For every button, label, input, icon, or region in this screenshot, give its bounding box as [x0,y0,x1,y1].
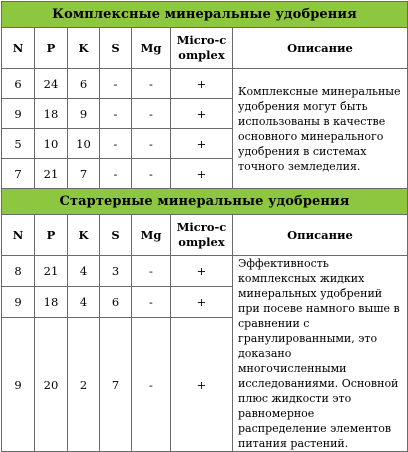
cell-k: 10 [68,129,100,159]
header-micro-complex-text: Micro-complex [176,33,227,62]
header-p: P [35,215,68,256]
cell-s: 3 [100,256,132,287]
cell-s: 7 [100,318,132,452]
cell-micro: + [171,159,233,189]
header-s: S [100,215,132,256]
cell-k: 9 [68,99,100,129]
cell-micro: + [171,256,233,287]
section-1-title: Комплексные минеральные удобрения [2,2,408,28]
cell-p: 21 [35,159,68,189]
cell-n: 7 [2,159,35,189]
cell-mg: - [132,256,171,287]
cell-n: 8 [2,256,35,287]
section-2-title-row [2,189,408,215]
cell-micro: + [171,318,233,452]
section-1-description: Комплексные минеральные удобрения могут быть использованы в качестве основного минерального удобрения в системах точного земледелия. [233,69,408,189]
header-n: N [2,28,35,69]
cell-s: - [100,99,132,129]
cell-s: 6 [100,287,132,318]
cell-p: 20 [35,318,68,452]
section-2-header-row [2,215,408,256]
cell-k: 4 [68,256,100,287]
cell-k: 4 [68,287,100,318]
cell-mg: - [132,129,171,159]
cell-n: 9 [2,318,35,452]
cell-p: 21 [35,256,68,287]
table-row [2,256,408,287]
cell-s: - [100,159,132,189]
header-mg: Mg [132,28,171,69]
cell-p: 18 [35,99,68,129]
cell-k: 6 [68,69,100,99]
cell-mg: - [132,159,171,189]
cell-n: 5 [2,129,35,159]
header-mg: Mg [132,215,171,256]
header-micro-complex-text: Micro-complex [176,220,227,249]
cell-k: 7 [68,159,100,189]
cell-n: 9 [2,287,35,318]
cell-p: 10 [35,129,68,159]
header-s: S [100,28,132,69]
cell-n: 9 [2,99,35,129]
header-micro-complex [171,215,233,256]
header-description: Описание [233,215,408,256]
cell-micro: + [171,129,233,159]
header-n: N [2,215,35,256]
header-p: P [35,28,68,69]
cell-p: 18 [35,287,68,318]
cell-micro: + [171,287,233,318]
header-k: K [68,215,100,256]
cell-k: 2 [68,318,100,452]
header-micro-complex [171,28,233,69]
cell-s: - [100,129,132,159]
cell-micro: + [171,99,233,129]
cell-n: 6 [2,69,35,99]
section-1-title-row [2,2,408,28]
fertilizer-table [1,1,408,452]
section-2-description: Эффективность комплексных жидких минеральных удобрений при посеве намного выше в сравнении с гранулированными, это доказано многочисленными исследованиями. Основной плюс жидкости это равномерное распределение элементов питания растений. [233,256,408,452]
header-k: K [68,28,100,69]
cell-micro: + [171,69,233,99]
cell-mg: - [132,69,171,99]
cell-mg: - [132,287,171,318]
table-row [2,69,408,99]
cell-p: 24 [35,69,68,99]
cell-mg: - [132,99,171,129]
cell-mg: - [132,318,171,452]
cell-s: - [100,69,132,99]
header-description: Описание [233,28,408,69]
section-2-title: Стартерные минеральные удобрения [2,189,408,215]
section-1-header-row [2,28,408,69]
fertilizer-table-container [1,1,407,450]
